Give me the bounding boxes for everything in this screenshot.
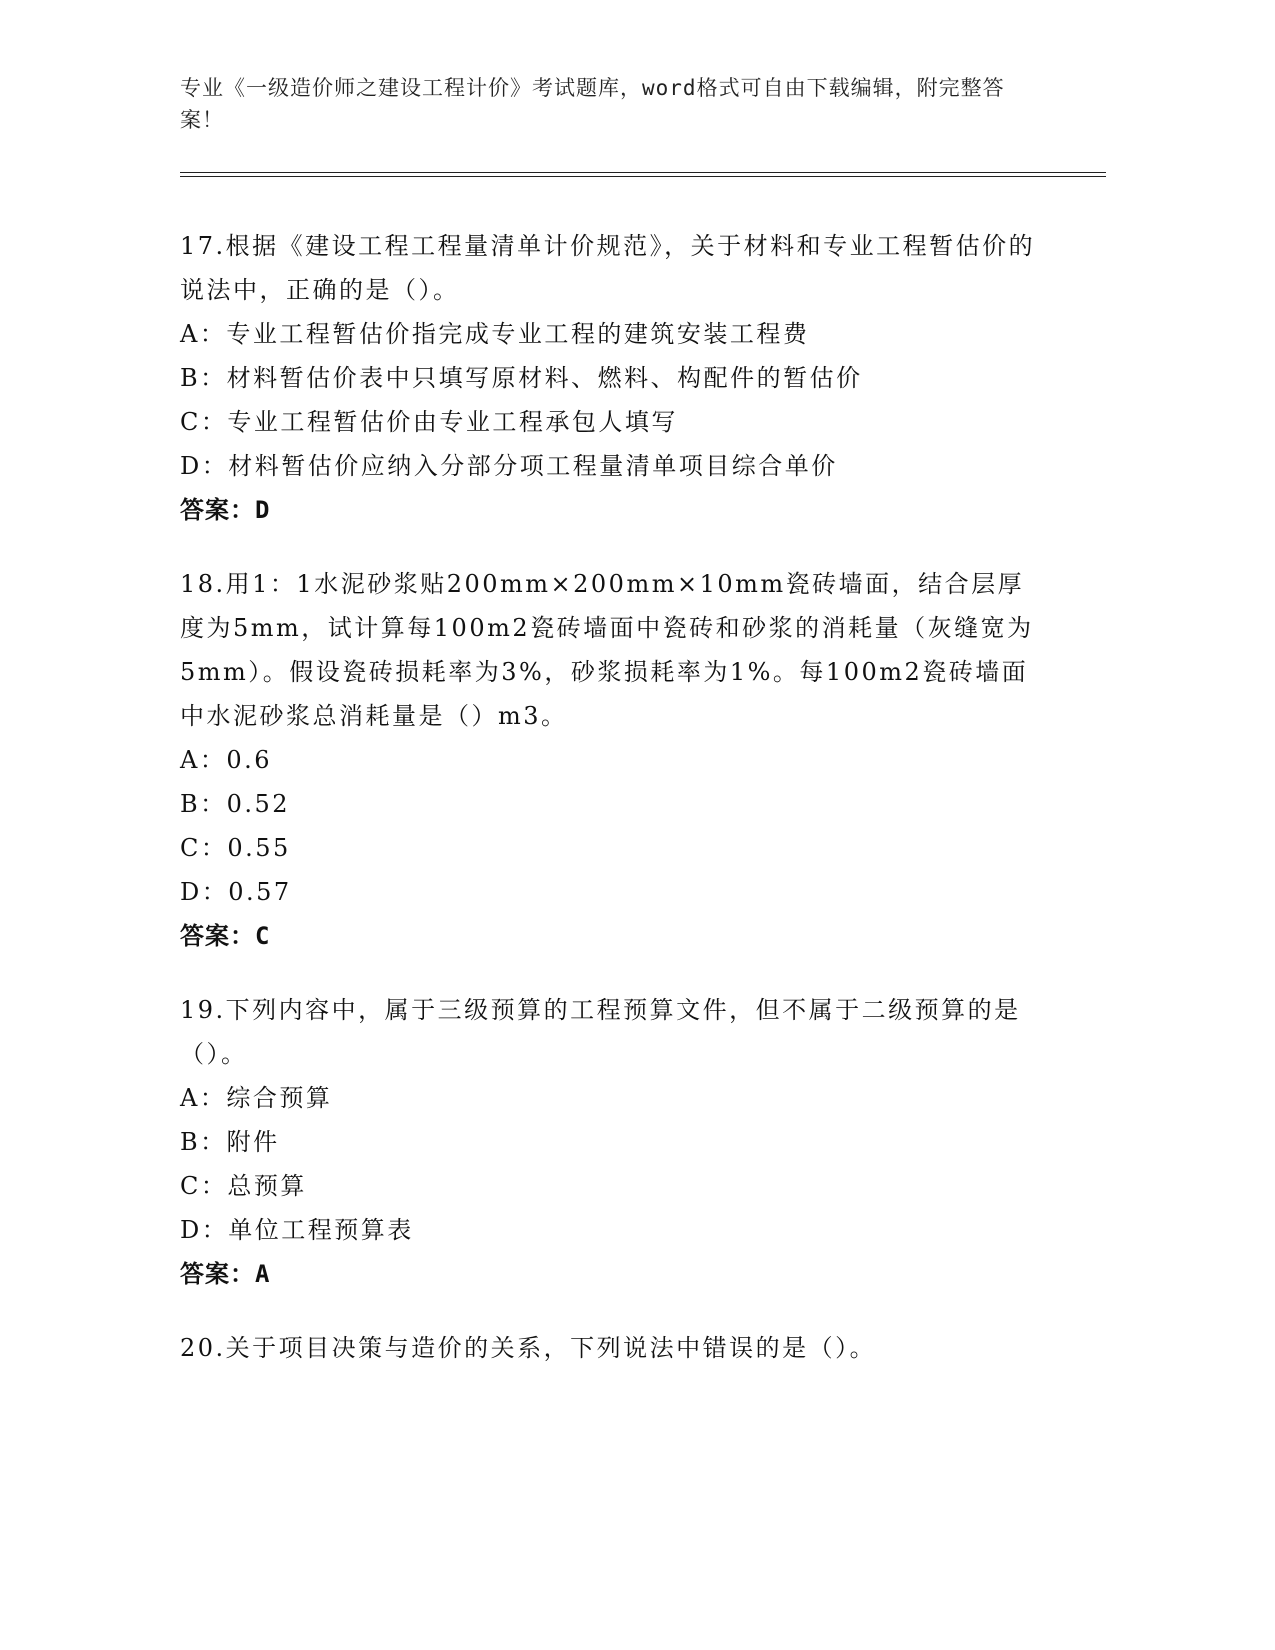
question-20 [180,1326,1040,1370]
option-c: C：总预算 [180,1172,307,1200]
option-d: D：材料暂估价应纳入分部分项工程量清单项目综合单价 [180,452,838,480]
question-18 [180,562,1040,958]
option-b: B：附件 [180,1128,280,1156]
option-a: A：0.6 [180,746,272,774]
option-a: A：综合预算 [180,1084,333,1112]
question-19 [180,988,1040,1296]
question-stem: 20.关于项目决策与造价的关系，下列说法中错误的是（）。 [180,1334,877,1362]
question-stem: 18.用1：1水泥砂浆贴200mm×200mm×10mm瓷砖墙面，结合层厚度为5mm，试计算每100m2瓷砖墙面中瓷砖和砂浆的消耗量（灰缝宽为5mm）。假设瓷砖损耗率为3%，砂浆损耗率为1%。每100m2瓷砖墙面中水泥砂浆总消耗量是（）m3。 [180,570,1034,730]
question-stem: 17.根据《建设工程工程量清单计价规范》，关于材料和专业工程暂估价的说法中，正确的是（）。 [180,232,1036,304]
answer-line: 答案：A [180,1260,271,1288]
option-b: B：0.52 [180,790,291,818]
option-c: C：专业工程暂估价由专业工程承包人填写 [180,408,678,436]
header-divider-line [180,176,1106,177]
option-d: D：单位工程预算表 [180,1216,414,1244]
header-divider-line [180,172,1106,173]
question-17 [180,224,1040,532]
option-b: B：材料暂估价表中只填写原材料、燃料、构配件的暂估价 [180,364,863,392]
option-d: D：0.57 [180,878,292,906]
document-header: 专业《一级造价师之建设工程计价》考试题库，word格式可自由下载编辑，附完整答案！ [180,76,1005,132]
option-a: A：专业工程暂估价指完成专业工程的建筑安装工程费 [180,320,810,348]
answer-line: 答案：C [180,922,271,950]
question-stem: 19.下列内容中，属于三级预算的工程预算文件，但不属于二级预算的是（）。 [180,996,1021,1068]
option-c: C：0.55 [180,834,291,862]
question-list [180,224,1040,1400]
answer-line: 答案：D [180,496,271,524]
